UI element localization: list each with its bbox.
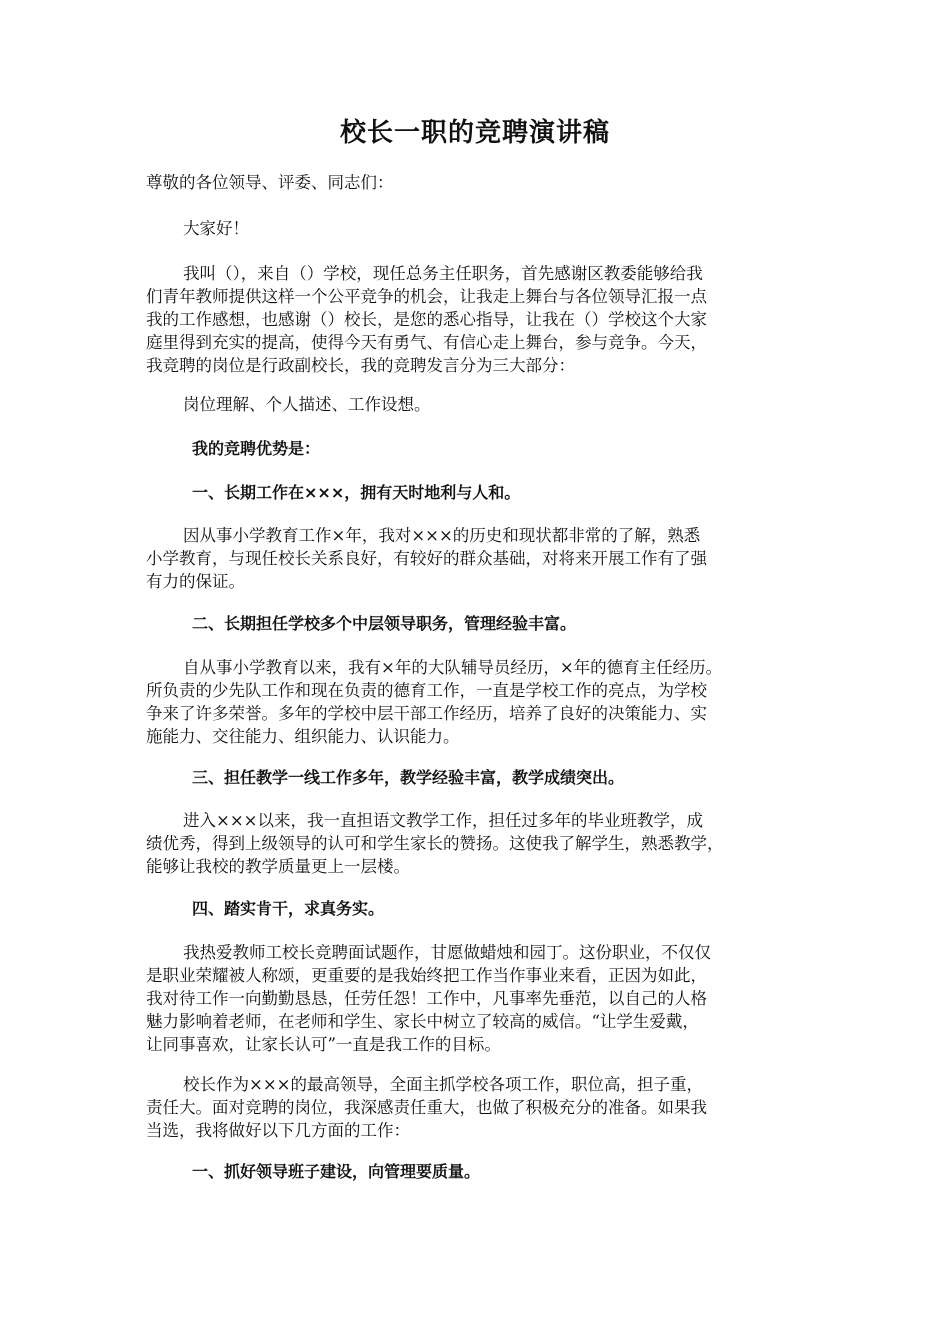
- heading-advantage-4: 四、踏实肯干，求真务实。: [192, 899, 385, 918]
- text-line: 能够让我校的教学质量更上一层楼。: [146, 857, 410, 876]
- paragraph-advantage-3: [146, 809, 806, 878]
- heading-plan-1: 一、抓好领导班子建设，向管理要质量。: [192, 1162, 481, 1181]
- text-line: 因从事小学教育工作×年，我对×××的历史和现状都非常的了解，熟悉: [183, 526, 701, 545]
- heading-advantage-3: 三、担任教学一线工作多年，教学经验丰富，教学成绩突出。: [192, 768, 625, 787]
- text-line: 魅力影响着老师，在老师和学生、家长中树立了较高的威信。“让学生爱戴，: [146, 1012, 699, 1031]
- text-line: 责任大。面对竞聘的岗位，我深感责任重大，也做了积极充分的准备。如果我: [146, 1098, 707, 1117]
- text-line: 庭里得到充实的提高，使得今天有勇气、有信心走上舞台，参与竞争。今天，: [146, 333, 707, 352]
- heading-advantages: 我的竞聘优势是：: [192, 439, 321, 458]
- text-line: 小学教育，与现任校长关系良好，有较好的群众基础，对将来开展工作有了强: [146, 549, 707, 568]
- text-line: 让同事喜欢，让家长认可”一直是我工作的目标。: [146, 1035, 501, 1054]
- document-title: 校长一职的竞聘演讲稿: [339, 118, 610, 148]
- text-line: 是职业荣耀被人称颂，更重要的是我始终把工作当作事业来看，正因为如此，: [146, 966, 707, 985]
- text-line: 争来了许多荣誉。多年的学校中层干部工作经历，培养了良好的决策能力、实: [146, 704, 707, 723]
- heading-advantage-1: 一、长期工作在×××，拥有天时地利与人和。: [192, 483, 521, 502]
- text-line: 施能力、交往能力、组织能力、认识能力。: [146, 727, 460, 746]
- text-line: 我热爱教师工校长竞聘面试题作，甘愿做蜡烛和园丁。这份职业，不仅仅: [183, 943, 711, 962]
- text-line: 我的工作感想，也感谢（）校长，是您的悉心指导，让我在（）学校这个大家: [146, 310, 707, 329]
- paragraph-advantage-2: [146, 656, 806, 748]
- text-line: 们青年教师提供这样一个公平竞争的机会，让我走上舞台与各位领导汇报一点: [146, 287, 707, 306]
- paragraph-advantage-4: [146, 941, 806, 1056]
- text-line: 所负责的少先队工作和现在负责的德育工作，一直是学校工作的亮点，为学校: [146, 681, 707, 700]
- text-line: 我对待工作一向勤勤恳恳，任劳任怨！工作中，凡事率先垂范，以自己的人格: [146, 989, 707, 1008]
- text-line: 绩优秀，得到上级领导的认可和学生家长的赞扬。这使我了解学生，熟悉教学，: [146, 834, 724, 853]
- text-line: 自从事小学教育以来，我有×年的大队辅导员经历，×年的德育主任经历。: [183, 658, 723, 677]
- text-line: 当选，我将做好以下几方面的工作：: [146, 1121, 410, 1140]
- text-line: 我竞聘的岗位是行政副校长，我的竞聘发言分为三大部分：: [146, 356, 575, 375]
- salutation: 尊敬的各位领导、评委、同志们：: [146, 173, 394, 192]
- heading-advantage-2: 二、长期担任学校多个中层领导职务，管理经验丰富。: [192, 614, 577, 633]
- text-line: 进入×××以来，我一直担语文教学工作，担任过多年的毕业班教学，成: [183, 811, 703, 830]
- paragraph-parts: 岗位理解、个人描述、工作设想。: [183, 395, 431, 414]
- paragraph-advantage-1: [146, 524, 806, 593]
- text-line: 我叫（），来自（）学校，现任总务主任职务，首先感谢区教委能够给我: [183, 264, 703, 283]
- paragraph-intro: [146, 262, 806, 377]
- text-line: 有力的保证。: [146, 572, 245, 591]
- text-line: 校长作为×××的最高领导，全面主抓学校各项工作，职位高，担子重，: [183, 1075, 703, 1094]
- greeting: 大家好！: [183, 219, 249, 238]
- paragraph-plan-intro: [146, 1073, 806, 1142]
